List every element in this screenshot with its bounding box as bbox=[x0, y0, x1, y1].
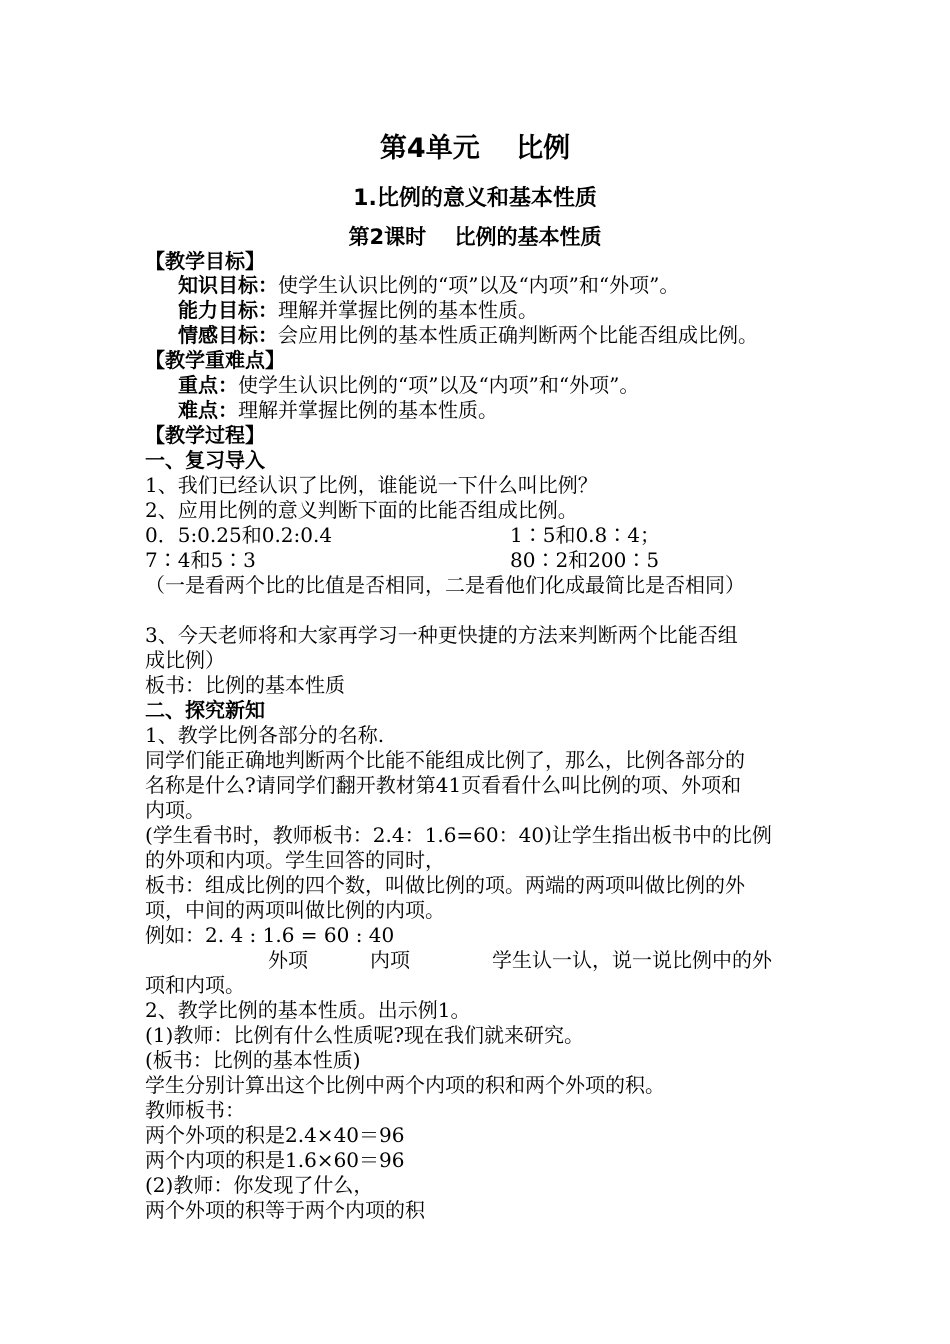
process-heading: 【教学过程】 bbox=[145, 423, 265, 447]
recognize-line-2: 项和内项。 bbox=[145, 973, 245, 997]
explore-p2-line-2: 名称是什么?请同学们翻开教材第41页看看什么叫比例的项、外项和 bbox=[145, 773, 742, 797]
key-point-label: 重点： bbox=[178, 373, 238, 397]
explore-p8: 学生分别计算出这个比例中两个内项的积和两个外项的积。 bbox=[145, 1073, 665, 1097]
review-question-3-line-2: 成比例） bbox=[145, 648, 225, 672]
inner-product: 两个内项的积是1.6×60＝96 bbox=[145, 1148, 405, 1172]
section-title: 1.比例的意义和基本性质 bbox=[353, 186, 597, 211]
ability-goal-text: 理解并掌握比例的基本性质。 bbox=[278, 298, 538, 322]
difficult-point bbox=[178, 398, 498, 423]
knowledge-goal-label: 知识目标： bbox=[178, 273, 278, 297]
knowledge-goal-text: 使学生认识比例的“项”以及“内项”和“外项”。 bbox=[278, 273, 680, 297]
unit-title: 第4单元 比例 bbox=[379, 133, 571, 164]
inner-terms-label: 内项 bbox=[370, 948, 410, 972]
emotion-goal-label: 情感目标： bbox=[178, 323, 278, 347]
explore-heading: 二、探究新知 bbox=[145, 698, 265, 722]
explore-p2-line-3: 内项。 bbox=[145, 798, 205, 822]
explore-p5: 2、教学比例的基本性质。出示例1。 bbox=[145, 998, 471, 1022]
key-point bbox=[178, 373, 639, 398]
explore-p12: (2)教师：你发现了什么， bbox=[145, 1173, 374, 1197]
review-question-1: 1、我们已经认识了比例，谁能说一下什么叫比例？ bbox=[145, 473, 598, 497]
review-heading: 一、复习导入 bbox=[145, 448, 265, 472]
key-point-text: 使学生认识比例的“项”以及“内项”和“外项”。 bbox=[238, 373, 640, 397]
difficult-point-text: 理解并掌握比例的基本性质。 bbox=[238, 398, 498, 422]
review-question-3-line-1: 3、今天老师将和大家再学习一种更快捷的方法来判断两个比能否组 bbox=[145, 623, 738, 647]
explore-p3-line-2: 的外项和内项。学生回答的同时， bbox=[145, 848, 445, 872]
lesson-title: 第2课时 比例的基本性质 bbox=[348, 225, 602, 249]
explore-p3-line-1: (学生看书时，教师板书：2.4：1.6=60：40)让学生指出板书中的比例 bbox=[145, 823, 772, 847]
outer-terms-label: 外项 bbox=[268, 948, 308, 972]
explore-p1: 1、教学比例各部分的名称. bbox=[145, 723, 385, 747]
example-a: 0．5:0.25和0.2:0.4 bbox=[145, 523, 333, 547]
review-question-2: 2、应用比例的意义判断下面的比能否组成比例。 bbox=[145, 498, 578, 522]
ability-goal bbox=[178, 298, 538, 323]
knowledge-goal bbox=[178, 273, 679, 298]
explore-p2-line-1: 同学们能正确地判断两个比能不能组成比例了，那么，比例各部分的 bbox=[145, 748, 745, 772]
proportion-example: 例如：2. 4 : 1.6 = 60 : 40 bbox=[145, 923, 395, 947]
recognize-line-1: 学生认一认，说一说比例中的外 bbox=[492, 948, 772, 972]
explore-p13: 两个外项的积等于两个内项的积 bbox=[145, 1198, 425, 1222]
key-points-heading: 【教学重难点】 bbox=[145, 348, 285, 372]
example-d: 80∶2和200∶5 bbox=[510, 548, 660, 572]
explore-p4-line-2: 项，中间的两项叫做比例的内项。 bbox=[145, 898, 445, 922]
explore-p4-line-1: 板书：组成比例的四个数，叫做比例的项。两端的两项叫做比例的外 bbox=[145, 873, 745, 897]
example-c: 7∶4和5∶3 bbox=[145, 548, 256, 572]
ability-goal-label: 能力目标： bbox=[178, 298, 278, 322]
explore-p9: 教师板书： bbox=[145, 1098, 245, 1122]
board-note: 板书：比例的基本性质 bbox=[145, 673, 345, 697]
explore-p7: (板书：比例的基本性质) bbox=[145, 1048, 361, 1072]
example-b: 1∶5和0.8∶4； bbox=[510, 523, 660, 547]
difficult-point-label: 难点： bbox=[178, 398, 238, 422]
emotion-goal bbox=[178, 323, 758, 348]
goals-heading: 【教学目标】 bbox=[145, 249, 265, 273]
emotion-goal-text: 会应用比例的基本性质正确判断两个比能否组成比例。 bbox=[278, 323, 758, 347]
explore-p6: (1)教师：比例有什么性质呢?现在我们就来研究。 bbox=[145, 1023, 585, 1047]
review-note: （一是看两个比的比值是否相同，二是看他们化成最简比是否相同） bbox=[145, 573, 745, 597]
outer-product: 两个外项的积是2.4×40＝96 bbox=[145, 1123, 405, 1147]
